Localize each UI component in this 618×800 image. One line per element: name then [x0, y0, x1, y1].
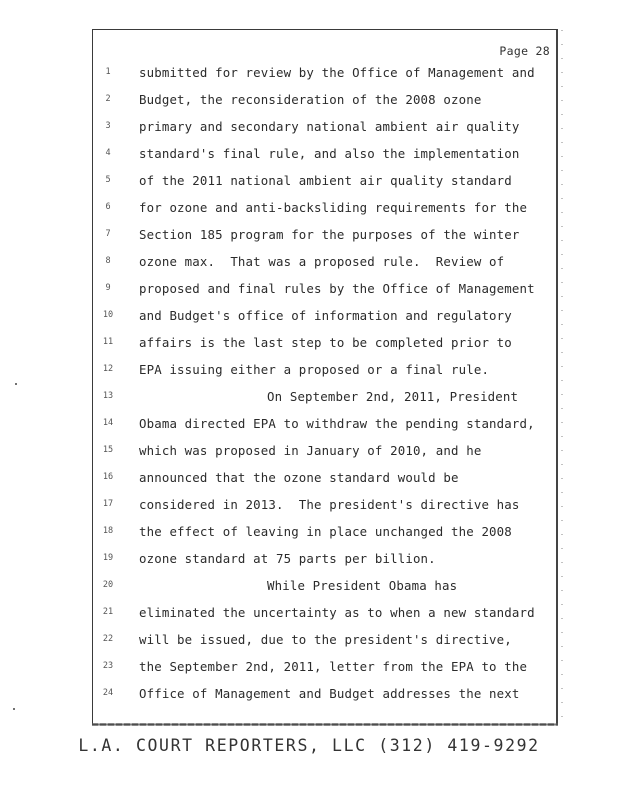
line-text: On September 2nd, 2011, President [267, 389, 519, 404]
line-number: 6 [105, 202, 111, 212]
line-number: 10 [102, 310, 114, 320]
line-text: the effect of leaving in place unchanged the 2008 [139, 524, 512, 539]
line-number: 1 [105, 67, 111, 77]
line-number: 23 [102, 661, 114, 671]
line-text: which was proposed in January of 2010, and he [139, 443, 482, 458]
line-number: 21 [102, 607, 114, 617]
transcript-line [93, 200, 556, 220]
transcript-line [93, 389, 556, 409]
line-text: eliminated the uncertainty as to when a new standard [139, 605, 535, 620]
transcript-line [93, 578, 556, 598]
transcript-line [93, 119, 556, 139]
line-number: 7 [105, 229, 111, 239]
line-text: EPA issuing either a proposed or a final rule. [139, 362, 490, 377]
transcript-line [93, 686, 556, 706]
transcript-line [93, 65, 556, 85]
line-text: Budget, the reconsideration of the 2008 ozone [139, 92, 482, 107]
line-number: 19 [102, 553, 114, 563]
line-text: standard's final rule, and also the implementation [139, 146, 520, 161]
transcript-line [93, 416, 556, 436]
line-number: 4 [105, 148, 111, 158]
court-reporter-footer: L.A. COURT REPORTERS, LLC (312) 419-9292 [78, 736, 540, 755]
line-text: submitted for review by the Office of Management and [139, 65, 535, 80]
line-number: 16 [102, 472, 114, 482]
scan-edge-marks [561, 30, 563, 730]
line-text: ozone standard at 75 parts per billion. [139, 551, 436, 566]
line-number: 12 [102, 364, 114, 374]
line-number: 14 [102, 418, 114, 428]
transcript-lines [93, 30, 556, 724]
scan-speck [15, 383, 17, 385]
line-text: for ozone and anti-backsliding requirements for the [139, 200, 528, 215]
page-bottom-rule [92, 723, 558, 726]
transcript-line [93, 470, 556, 490]
line-number: 2 [105, 94, 111, 104]
page-number: Page 28 [499, 44, 550, 58]
line-text: proposed and final rules by the Office of Management [139, 281, 535, 296]
line-number: 8 [105, 256, 111, 266]
line-number: 11 [102, 337, 114, 347]
transcript-line [93, 551, 556, 571]
line-text: primary and secondary national ambient air quality [139, 119, 520, 134]
line-text: Office of Management and Budget addresses the next [139, 686, 520, 701]
line-number: 5 [105, 175, 111, 185]
transcript-line [93, 173, 556, 193]
line-number: 18 [102, 526, 114, 536]
transcript-line [93, 227, 556, 247]
transcript-line [93, 254, 556, 274]
line-text: Section 185 program for the purposes of the winter [139, 227, 520, 242]
line-number: 24 [102, 688, 114, 698]
line-number: 15 [102, 445, 114, 455]
line-number: 9 [105, 283, 111, 293]
transcript-line [93, 497, 556, 517]
line-text: ozone max. That was a proposed rule. Review of [139, 254, 505, 269]
transcript-line [93, 281, 556, 301]
transcript-line [93, 308, 556, 328]
line-number: 20 [102, 580, 114, 590]
line-text: announced that the ozone standard would be [139, 470, 459, 485]
transcript-line [93, 92, 556, 112]
line-number: 3 [105, 121, 111, 131]
transcript-line [93, 335, 556, 355]
transcript-line [93, 146, 556, 166]
transcript-line [93, 362, 556, 382]
line-text: of the 2011 national ambient air quality standard [139, 173, 512, 188]
line-number: 13 [102, 391, 114, 401]
line-number: 17 [102, 499, 114, 509]
transcript-line [93, 659, 556, 679]
line-text: affairs is the last step to be completed prior to [139, 335, 512, 350]
line-text: the September 2nd, 2011, letter from the EPA to the [139, 659, 528, 674]
line-text: will be issued, due to the president's directive, [139, 632, 512, 647]
transcript-line [93, 605, 556, 625]
line-text: While President Obama has [267, 578, 458, 593]
line-text: considered in 2013. The president's directive has [139, 497, 520, 512]
line-text: Obama directed EPA to withdraw the pending standard, [139, 416, 535, 431]
transcript-line [93, 632, 556, 652]
transcript-line [93, 524, 556, 544]
transcript-line [93, 443, 556, 463]
scan-speck [13, 708, 15, 710]
line-text: and Budget's office of information and regulatory [139, 308, 512, 323]
line-number: 22 [102, 634, 114, 644]
transcript-page [92, 29, 558, 725]
